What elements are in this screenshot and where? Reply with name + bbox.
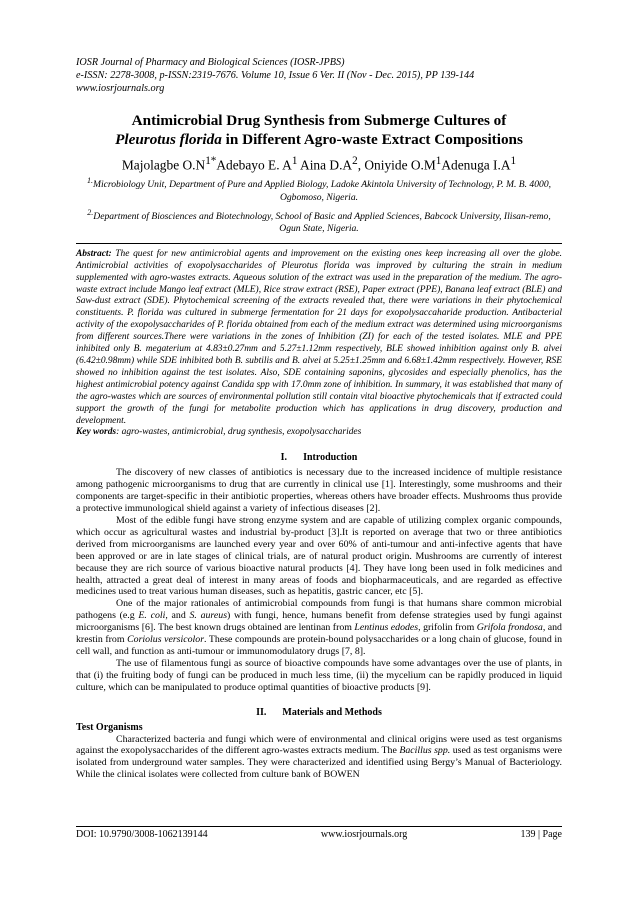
keywords [76,427,562,439]
abstract [76,249,562,428]
subheading-test-organisms: Test Organisms [76,721,143,733]
intro-paragraph-4: The use of filamentous fungi as source of bioactive compounds have some advantages over the use of plants, in that (i) the fruiting body of fungi can be produced in much less time, (ii) the mycelium can be rapidly produced in liquid culture, which can be manipulated to produce optimal quantities of bioactive products [9]. [76,657,562,693]
section-title-2: Materials and Methods [282,706,382,718]
author-1: Majolagbe O.N [121,157,206,173]
intro-paragraph-1: The discovery of new classes of antibiotics is necessary due to the increased incidence of multiple resistance among pathogenic microorganisms to drug that are currently in clinical use [1]. Interestingly, some mushrooms and their components are target-specific in their antibiotic properties, whereas others have broader effects. Mushrooms thus provide a protective immunological shield against a variety of infectious diseases [2]. [76,467,562,515]
title-line-2-rest: in Different Agro-waste Extract Compositions [221,131,523,148]
species-ecoli: E. coli [138,610,166,622]
text-run: , and [165,610,190,622]
section-number-2: II. [256,706,267,718]
section-title-1: Introduction [303,452,358,464]
author-3: Aina D.A [297,157,353,173]
author-2: Adebayo E. A [216,157,292,173]
author-list [76,153,562,173]
species-coriolus: Coriolus versicolor [127,634,205,646]
affiliation-2-sup: 2. [87,207,94,217]
page-footer [76,826,562,842]
author-1-sup: 1* [205,155,217,167]
affiliation-2 [76,207,562,236]
section-heading-methods [76,707,562,718]
journal-issn: e-ISSN: 2278-3008, p-ISSN:2319-7676. Volume 10, Issue 6 Ver. II (Nov - Dec. 2015), PP 139-144 [76,70,475,81]
affiliation-1-sup: 1. [86,176,93,186]
author-3-sup: 2 [352,155,358,167]
footer-page-number: 139 | Page [520,829,562,840]
footer-doi: DOI: 10.9790/3008-1062139144 [76,829,208,840]
text-run: Characterized bacteria and fungi which were of environmental and clinical origins were used as test organisms against the exopolysaccharides of the different agro-wastes extracts medium. The [76,733,562,757]
intro-paragraph-2: Most of the edible fungi have strong enzyme system and are capable of utilizing complex organic compounds, which occur as agricultural wastes and industrial by-product [3].It is reported on average that two or three antibiotics derived from microorganisms are launched every year and over 60% of anti-tumour and anti-infective agents that have been approved or are in late stages of clinical trials, are of natural product origin. Mushrooms are currently of interest because they are rich source of various bioactive natural products [4]. They have long been used in folk medicines and health, attracted a great deal of interest in many areas of foods and biopharmaceuticals, and are regarded as effective medicines used to treat various human diseases, such as hepatitis, gastric cancer, etc [5]. [76,514,562,598]
keywords-label: Key words [76,427,117,438]
title-line-1: Antimicrobial Drug Synthesis from Submerge Cultures of [131,112,507,129]
text-run: , and krestin from [76,622,562,646]
footer-website: www.iosrjournals.org [320,829,408,840]
species-lentinus: Lentinus edodes [354,622,419,634]
author-4: , Oniyide O.M [357,157,436,173]
section-number-1: I. [280,452,288,464]
species-grifola: Grifola frondosa [476,622,543,634]
abstract-text: The quest for new antimicrobial agents and improvement on the existing ones keep increasing all over the globe. Antimicrobial activities of exopolysaccharides of Pleurotus florida was improved by culturing the strain in medium supplemented with agro-wastes extracts. Aqueous solution of the extract was used in the preparation of the medium. The agro-waste extract include Mango leaf extract (MLE), Rice straw extract (RSE), Paper extract (PPE), Banana leaf extract (BLE) and Saw-dust extract (SDE). Phytochemical screening of the extracts revealed that, there were variations in their phytochemical constituents. P. florida was cultured in submerge fermentation for 21 days for exopolysaccaharide production. Antibacterial activity of the exopolysaccharides of P. florida obtained from each of the medium extract was determined using microorganisms from different sources.There were variations in the zones of Inhibition (ZI) for each of the tested isolates. MLE and PPE inhibited only B. megaterium at 4.83±0.27mm and 5.27±1.12mm respectively, BLE showed inhibition against only B. alvei (6.42±0.98mm) while SDE inhibited both B. subtilis and B. alvei at 5.25±1.25mm and 6.68±1.42mm respectively. However, RSE showed no inhibition against the test isolates. Also, SDE containing saponins, glycosides and especially phenolics, has the highest antimicrobial potency against Candida spp with 17.0mm zone of inhibition. In summary, it was established that many of the agro-wastes which are sources of environmental pollution still contain vital bioactive phytochemicals that if extracted could support the growth of the fungi for metabolite production which has applications in drug discovery, production and development. [76,248,562,426]
author-5-sup: 1 [510,155,517,167]
title-line-2 [76,130,562,149]
species-saureus: S. aureus [189,610,228,622]
section-heading-introduction [76,452,562,463]
methods-paragraph-1 [76,734,562,782]
article-page [76,56,562,781]
text-run: One of the major rationales of antimicrobial compounds from fungi is that humans share common microbial pathogens (e.g [76,598,562,622]
author-2-sup: 1 [291,155,298,167]
title-species: Pleurotus florida [115,131,222,148]
text-run: , grifolin from [418,622,477,634]
text-run: ) with fungi, hence, humans benefit from defense strategies used by fungi against microorganisms [6]. The best known drugs obtained are lentinan from [76,610,562,634]
header-divider [76,243,562,244]
affiliation-1-text: Microbiology Unit, Department of Pure and Applied Biology, Ladoke Akintola University of Technology, P. M. B. 4000, Ogbomoso, Nigeria. [92,179,552,204]
author-5: Adenuga I.A [441,157,511,173]
journal-header [76,56,562,95]
journal-website: www.iosrjournals.org [76,83,165,94]
intro-paragraph-3 [76,598,562,658]
journal-name: IOSR Journal of Pharmacy and Biological Sciences (IOSR-JPBS) [76,57,345,68]
text-run: used as test organisms were isolated from underground water samples. They were characterized and identified using Bergy’s Manual of Bacteriology. While the clinical isolates were collected from culture bank of BOWEN [76,745,562,781]
affiliation-2-text: Department of Biosciences and Biotechnology, School of Basic and Applied Sciences, Babcock University, Ilisan-remo, Ogun State, Nigeria. [93,210,551,235]
species-bacillus: Bacillus spp. [399,745,451,757]
author-4-sup: 1 [435,155,442,167]
article-title [76,111,562,149]
text-run: . These compounds are protein-bound polysaccharides or a long chain of glucose, found in cell wall, and function as anti-tumour or immunomodulatory drugs [7, 8]. [76,634,562,657]
keywords-text: : agro-wastes, antimicrobial, drug synthesis, exopolysaccharides [116,427,362,438]
abstract-label: Abstract: [76,248,112,259]
affiliation-1 [76,175,562,204]
